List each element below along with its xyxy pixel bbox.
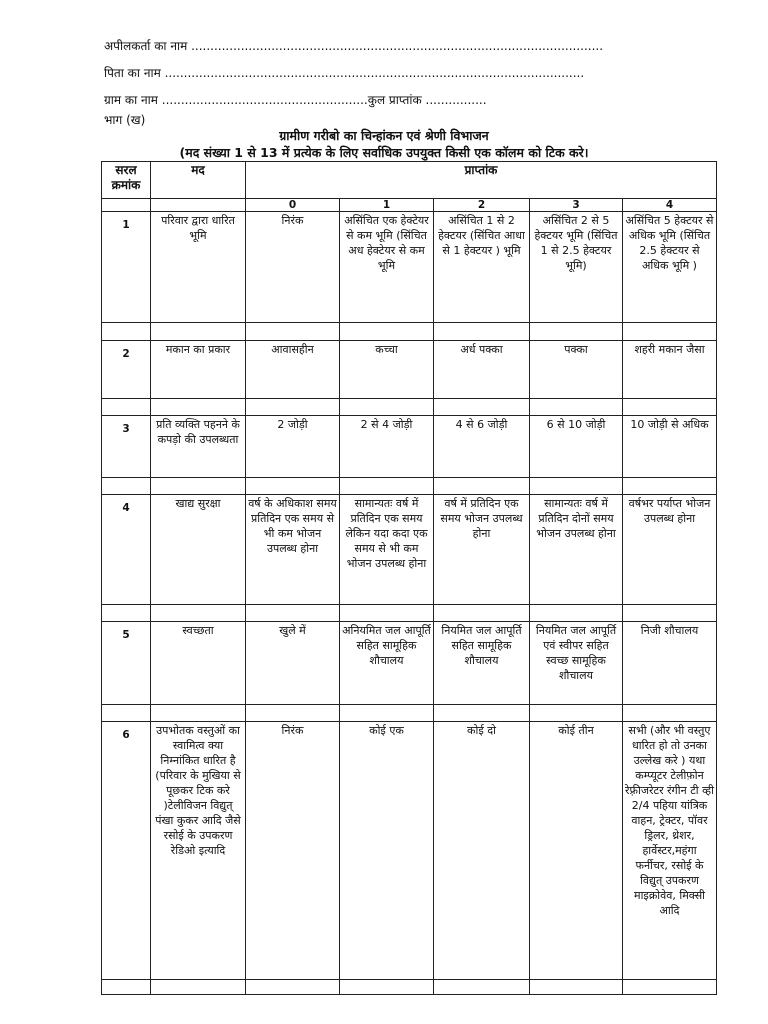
form-title: ग्रामीण गरीबो का चिन्हांकन एवं श्रेणी विभाजन [279,128,489,143]
score-1-cell: असिंचित एक हेक्टेयर से कम भूमि (सिंचित अध हेक्टेयर से कम भूमि [340,212,434,323]
serial-header: सरल क्रमांक [102,162,151,199]
spacer-cell [623,705,717,722]
spacer-cell [151,605,246,622]
score-4-cell: सभी (और भी वस्तुए धारित हो तो उनका उल्लेख करे ) यथा कम्प्यूटर टेलीफ़ोन रेफ़्रीजरेटर रंगीन टी व्ही 2/4 पहिया यांत्रिक वाहन, ट्रेक्टर, पॉवर ड्रिलर, थ्रेशर, हार्वेस्टर,महंगा फर्नीचर, रसोई के विद्युत् उपकरण माइक्रोवेव, मिक्सी आदि [623,722,717,980]
score-1-cell: अनियमित जल आपूर्ति सहित सामूहिक शौचालय [340,622,434,705]
spacer-cell [246,705,340,722]
serial-cell: 1 [102,212,151,323]
serial-cell: 2 [102,341,151,399]
score-2-cell: नियमित जल आपूर्ति सहित सामूहिक शौचालय [434,622,530,705]
item-cell: मकान का प्रकार [151,341,246,399]
score-2-cell: असिंचित 1 से 2 हेक्टयर (सिंचित आधा से 1 हेक्टयर ) भूमि [434,212,530,323]
item-cell: प्रति व्यक्ति पहनने के कपड़ो की उपलब्धता [151,416,246,478]
score-0-cell: निरंक [246,722,340,980]
table-row [102,416,717,478]
spacer-cell [340,605,434,622]
item-cell: उपभोतक वस्तुओं का स्वामित्व क्या निम्नांकित धारित है (परिवार के मुखिया से पूछकर टिक करे )टेलीविजन विद्युत् पंखा कुकर आदि जैसे रसोई के उपकरण रेडिओ इत्यादि [151,722,246,980]
score-4-cell: निजी शौचालय [623,622,717,705]
spacer-cell [340,980,434,995]
table-row [102,722,717,980]
spacer-cell [151,478,246,495]
score-3-cell: 6 से 10 जोड़ी [530,416,623,478]
spacer-cell [623,478,717,495]
score-0-cell: वर्ष के अधिकाश समय प्रतिदिन एक समय से भी कम भोजन उपलब्ध होना [246,495,340,605]
score-0: 0 [246,199,340,212]
spacer-row [102,980,717,995]
spacer-cell [623,980,717,995]
table-row [102,622,717,705]
score-4-cell: असिंचित 5 हेक्टयर से अधिक भूमि (सिंचित 2.5 हेक्टयर से अधिक भूमि ) [623,212,717,323]
spacer-cell [102,399,151,416]
score-4-cell: शहरी मकान जैसा [623,341,717,399]
table-row [102,212,717,323]
score-blank-cell [102,199,151,212]
father-name-line: पिता का नाम .............................................................................................................. [104,66,585,80]
score-3-cell: नियमित जल आपूर्ति एवं स्वीपर सहित स्वच्छ सामूहिक शौचालय [530,622,623,705]
spacer-cell [434,323,530,341]
score-2-cell: 4 से 6 जोड़ी [434,416,530,478]
spacer-row [102,399,717,416]
spacer-cell [340,705,434,722]
ranking-table [101,161,717,995]
spacer-cell [151,705,246,722]
score-row [102,199,717,212]
village-name-line: ग्राम का नाम ......................................................कुल प्राप्तांक ................ [104,93,487,107]
spacer-cell [530,980,623,995]
spacer-cell [623,399,717,416]
score-0-cell: खुले में [246,622,340,705]
spacer-row [102,605,717,622]
spacer-cell [340,323,434,341]
spacer-cell [530,705,623,722]
header-row [102,162,717,199]
score-3-cell: पक्का [530,341,623,399]
spacer-cell [434,705,530,722]
score-4: 4 [623,199,717,212]
score-2-cell: वर्ष में प्रतिदिन एक समय भोजन उपलब्ध होना [434,495,530,605]
spacer-cell [530,605,623,622]
score-0-cell: आवासहीन [246,341,340,399]
item-cell: खाद्य सुरक्षा [151,495,246,605]
spacer-cell [102,705,151,722]
marks-header: प्राप्तांक [246,162,717,199]
item-header: मद [151,162,246,199]
spacer-cell [434,605,530,622]
score-2-cell: अर्ध पक्का [434,341,530,399]
spacer-cell [530,478,623,495]
score-1-cell: 2 से 4 जोड़ी [340,416,434,478]
score-1-cell: कच्चा [340,341,434,399]
score-3-cell: असिंचित 2 से 5 हेक्टयर भूमि (सिंचित 1 से 2.5 हेक्टयर भूमि) [530,212,623,323]
spacer-cell [530,399,623,416]
spacer-cell [246,605,340,622]
spacer-cell [530,323,623,341]
spacer-cell [246,323,340,341]
part-label: भाग (ख) [104,113,146,127]
spacer-cell [246,980,340,995]
score-0-cell: 2 जोड़ी [246,416,340,478]
serial-cell: 4 [102,495,151,605]
serial-cell: 6 [102,722,151,980]
spacer-row [102,478,717,495]
score-4-cell: 10 जोड़ी से अधिक [623,416,717,478]
serial-cell: 5 [102,622,151,705]
score-1-cell: सामान्यतः वर्ष में प्रतिदिन एक समय लेकिन यदा कदा एक समय से भी कम भोजन उपलब्ध होना [340,495,434,605]
spacer-cell [151,323,246,341]
score-1-cell: कोई एक [340,722,434,980]
spacer-row [102,705,717,722]
score-blank-cell [151,199,246,212]
spacer-row [102,323,717,341]
score-3-cell: सामान्यतः वर्ष में प्रतिदिन दोनों समय भोजन उपलब्ध होना [530,495,623,605]
spacer-cell [102,605,151,622]
spacer-cell [434,980,530,995]
table-row [102,495,717,605]
score-3: 3 [530,199,623,212]
table-row [102,341,717,399]
spacer-cell [102,980,151,995]
score-3-cell: कोई तीन [530,722,623,980]
spacer-cell [102,323,151,341]
spacer-cell [151,399,246,416]
spacer-cell [151,980,246,995]
item-cell: परिवार द्वारा धारित भूमि [151,212,246,323]
applicant-name-line: अपीलकर्ता का नाम ............................................................................................................ [104,39,604,53]
score-0-cell: निरंक [246,212,340,323]
spacer-cell [623,605,717,622]
spacer-cell [434,399,530,416]
score-4-cell: वर्षभर पर्याप्त भोजन उपलब्ध होना [623,495,717,605]
spacer-cell [246,399,340,416]
spacer-cell [340,478,434,495]
spacer-cell [246,478,340,495]
score-2-cell: कोई दो [434,722,530,980]
item-cell: स्वच्छता [151,622,246,705]
serial-cell: 3 [102,416,151,478]
form-subtitle: (मद संख्या 1 से 13 में प्रत्येक के लिए सर्वाधिक उपयुक्त किसी एक कॉलम को टिक करे। [179,145,589,160]
score-1: 1 [340,199,434,212]
score-2: 2 [434,199,530,212]
spacer-cell [623,323,717,341]
spacer-cell [102,478,151,495]
spacer-cell [434,478,530,495]
spacer-cell [340,399,434,416]
